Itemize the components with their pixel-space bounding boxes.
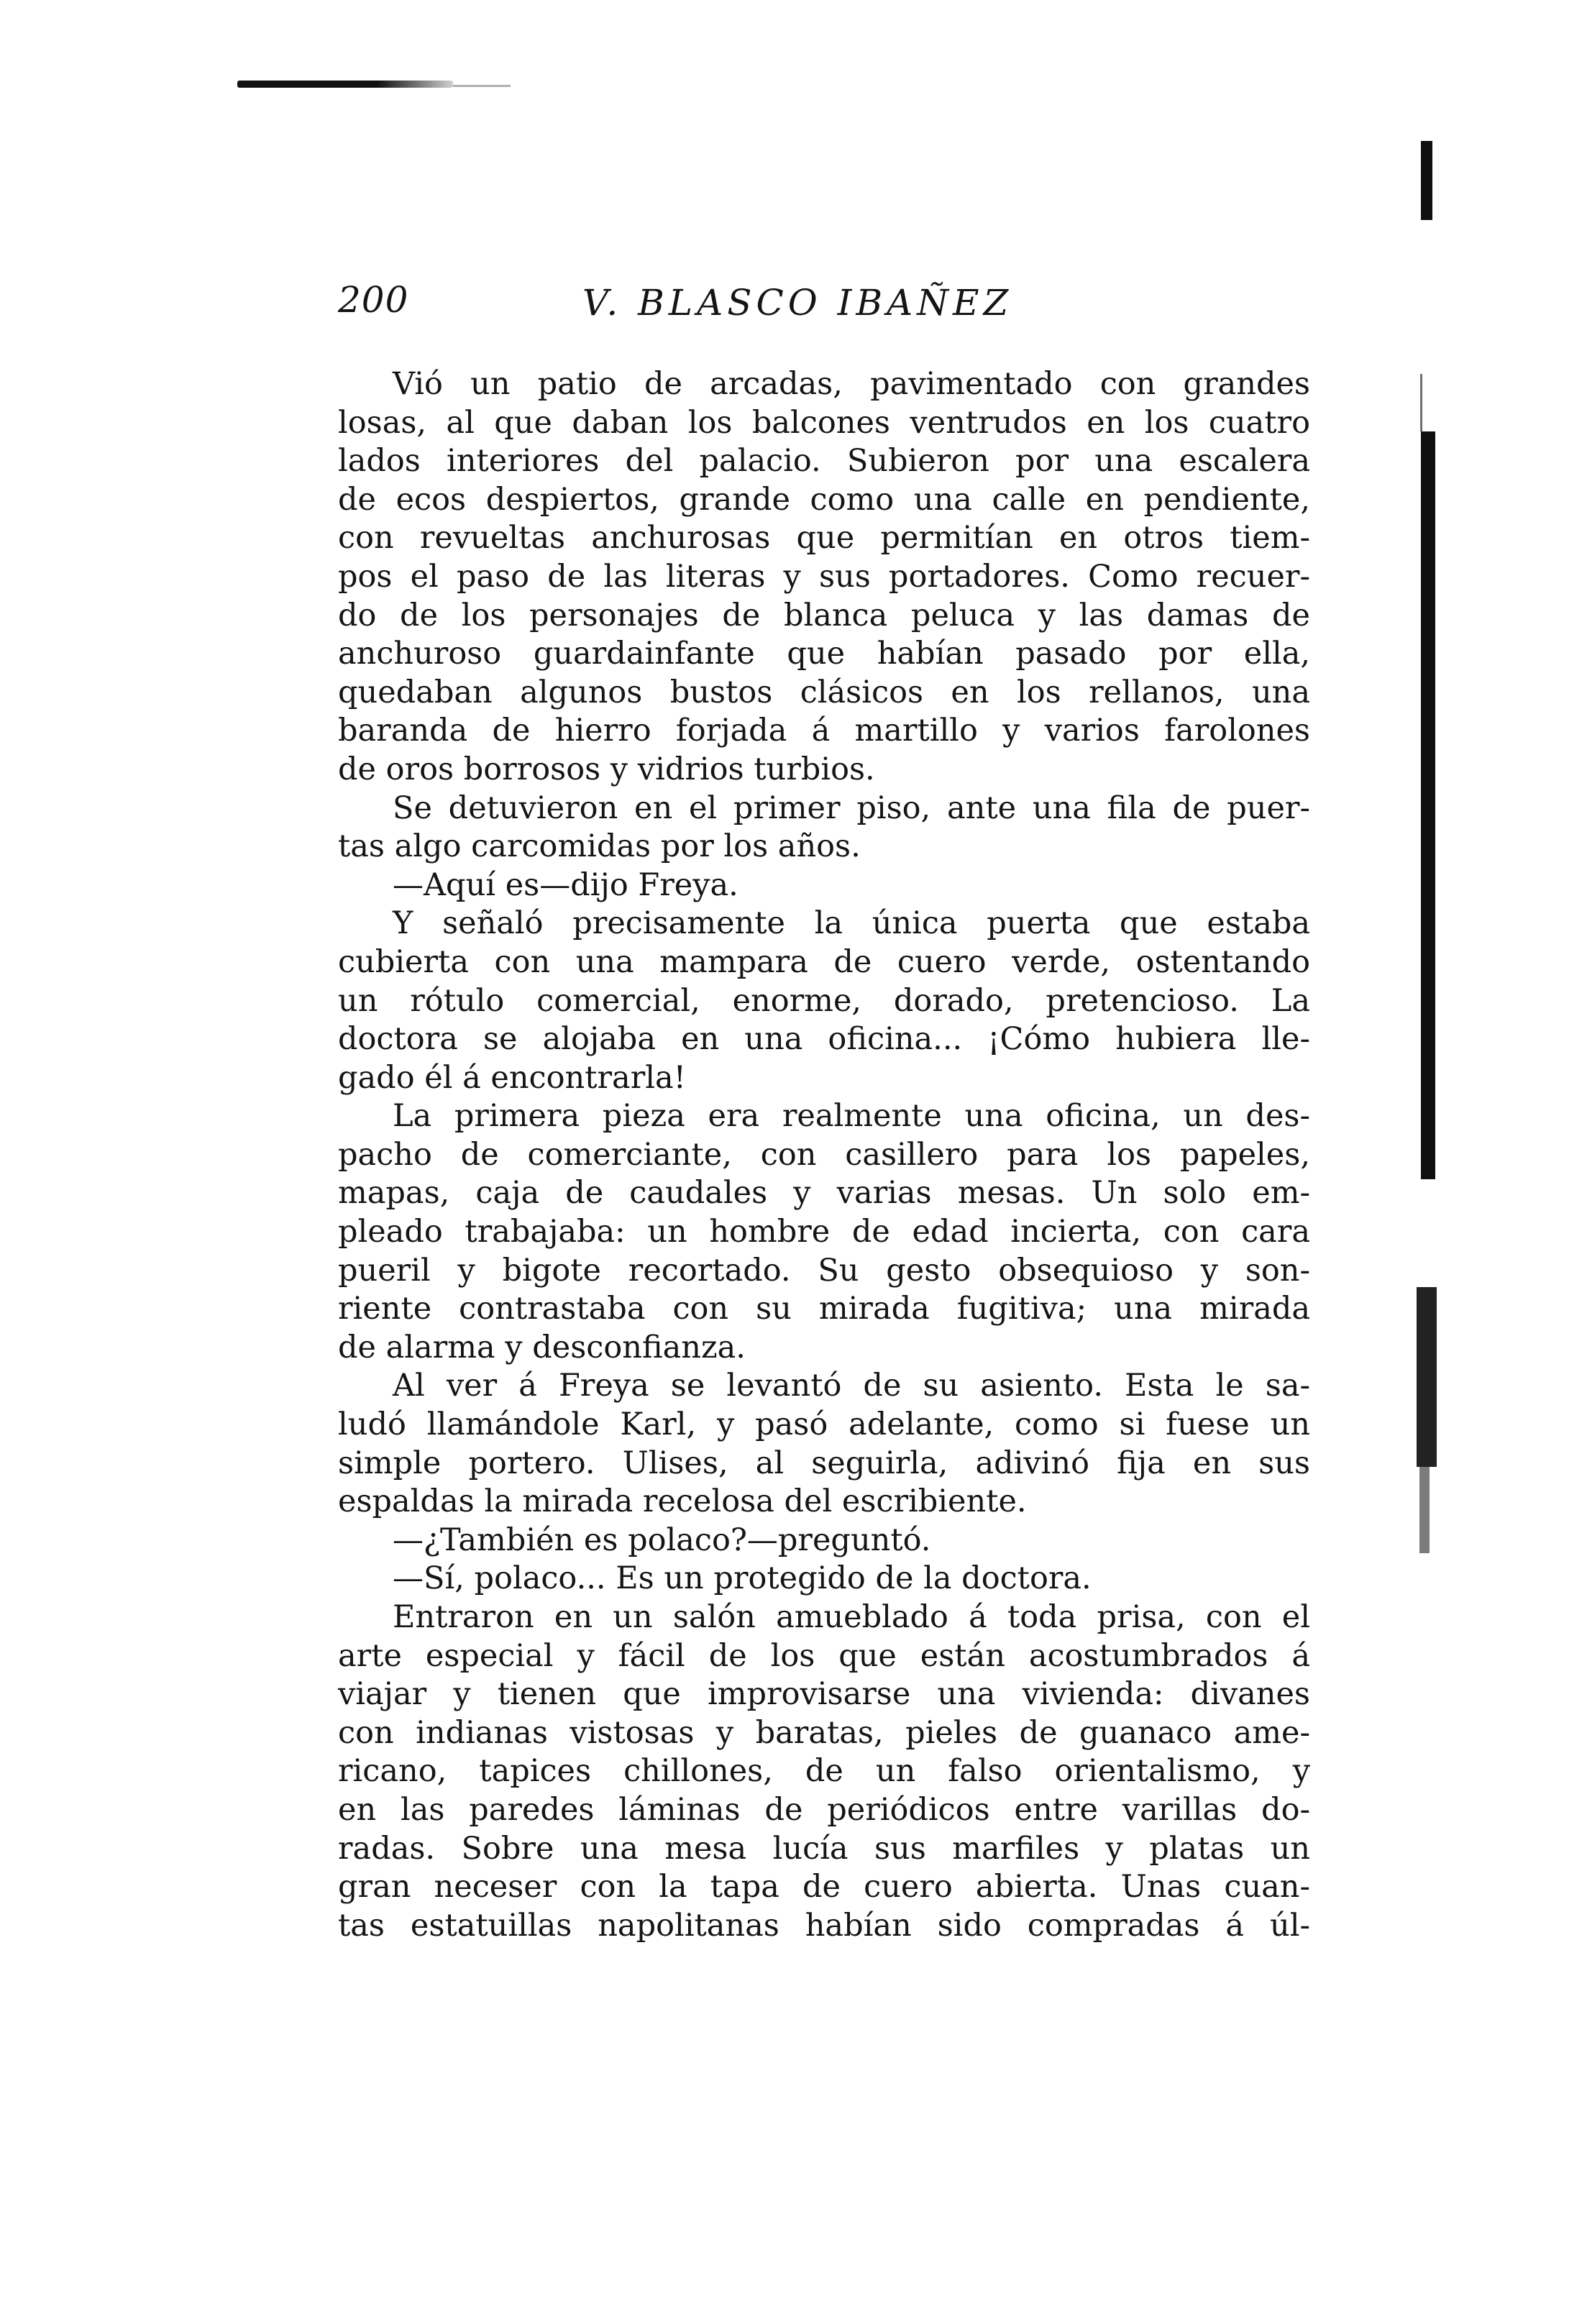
text-line: con indianas vistosas y baratas, pieles de guanaco ame- <box>338 1714 1310 1751</box>
text-line: do de los personajes de blanca peluca y las damas de <box>338 597 1310 633</box>
text-line: con revueltas anchurosas que permitían en otros tiem- <box>338 520 1310 557</box>
text-line: pleado trabajaba: un hombre de edad incierta, con cara <box>338 1214 1310 1250</box>
text-line: —Aquí es—dijo Freya. <box>393 866 738 903</box>
text-line: en las paredes láminas de periódicos entre varillas do- <box>338 1791 1310 1828</box>
text-line: de ecos despiertos, grande como una calle en pendiente, <box>338 481 1310 518</box>
text-line: doctora se alojaba en una oficina... ¡Cómo hubiera lle- <box>338 1021 1310 1058</box>
scan-edge-bar <box>1419 1467 1430 1553</box>
text-line: —¿También es polaco?—preguntó. <box>393 1522 931 1558</box>
scan-mark-top <box>237 81 453 88</box>
text-line: Y señaló precisamente la única puerta que estaba <box>393 905 1310 942</box>
running-title: V. BLASCO IBAÑEZ <box>582 282 1013 324</box>
text-line: un rótulo comercial, enorme, dorado, pretencioso. La <box>338 982 1310 1019</box>
scan-mark-top-fade <box>453 85 511 87</box>
text-line: pueril y bigote recortado. Su gesto obsequioso y son- <box>338 1252 1310 1289</box>
scan-edge-bar <box>1417 1287 1437 1467</box>
text-line: tas estatuillas napolitanas habían sido compradas á úl- <box>338 1907 1310 1944</box>
page-number: 200 <box>338 279 409 321</box>
text-line: losas, al que daban los balcones ventrudos en los cuatro <box>338 404 1310 441</box>
text-line: Vió un patio de arcadas, pavimentado con grandes <box>393 366 1310 402</box>
text-line: —Sí, polaco... Es un protegido de la doctora. <box>393 1560 1092 1597</box>
text-line: gran neceser con la tapa de cuero abierta. Unas cuan- <box>338 1869 1310 1906</box>
text-line: anchuroso guardainfante que habían pasado por ella, <box>338 636 1310 672</box>
text-line: de oros borrosos y vidrios turbios. <box>338 751 875 787</box>
text-line: pacho de comerciante, con casillero para los papeles, <box>338 1136 1310 1173</box>
scan-edge-bar <box>1420 374 1422 431</box>
text-line: gado él á encontrarla! <box>338 1059 686 1096</box>
text-line: de alarma y desconfianza. <box>338 1329 746 1365</box>
text-line: cubierta con una mampara de cuero verde, ostentando <box>338 943 1310 980</box>
text-line: Entraron en un salón amueblado á toda prisa, con el <box>393 1599 1310 1635</box>
body-text <box>338 365 1310 1945</box>
scan-edge-bar <box>1421 431 1435 1179</box>
text-line: ludó llamándole Karl, y pasó adelante, como si fuese un <box>338 1406 1310 1443</box>
text-line: Se detuvieron en el primer piso, ante una fila de puer- <box>393 790 1310 826</box>
text-line: pos el paso de las literas y sus portadores. Como recuer- <box>338 558 1310 595</box>
text-line: tas algo carcomidas por los años. <box>338 828 861 865</box>
scan-edge-bar <box>1421 141 1432 220</box>
text-line: lados interiores del palacio. Subieron por una escalera <box>338 443 1310 480</box>
page-header <box>338 279 1330 329</box>
text-line: espaldas la mirada recelosa del escribiente. <box>338 1483 1027 1520</box>
text-line: quedaban algunos bustos clásicos en los rellanos, una <box>338 674 1310 710</box>
text-line: Al ver á Freya se levantó de su asiento. Esta le sa- <box>393 1368 1310 1404</box>
text-line: ricano, tapices chillones, de un falso orientalismo, y <box>338 1753 1310 1790</box>
text-line: simple portero. Ulises, al seguirla, adivinó fija en sus <box>338 1445 1310 1481</box>
text-line: La primera pieza era realmente una oficina, un des- <box>393 1098 1310 1135</box>
text-line: radas. Sobre una mesa lucía sus marfiles y platas un <box>338 1830 1310 1867</box>
text-line: baranda de hierro forjada á martillo y varios farolones <box>338 713 1310 749</box>
text-line: viajar y tienen que improvisarse una vivienda: divanes <box>338 1676 1310 1713</box>
text-line: riente contrastaba con su mirada fugitiva; una mirada <box>338 1291 1310 1327</box>
text-line: arte especial y fácil de los que están acostumbrados á <box>338 1637 1310 1674</box>
text-line: mapas, caja de caudales y varias mesas. Un solo em- <box>338 1175 1310 1212</box>
